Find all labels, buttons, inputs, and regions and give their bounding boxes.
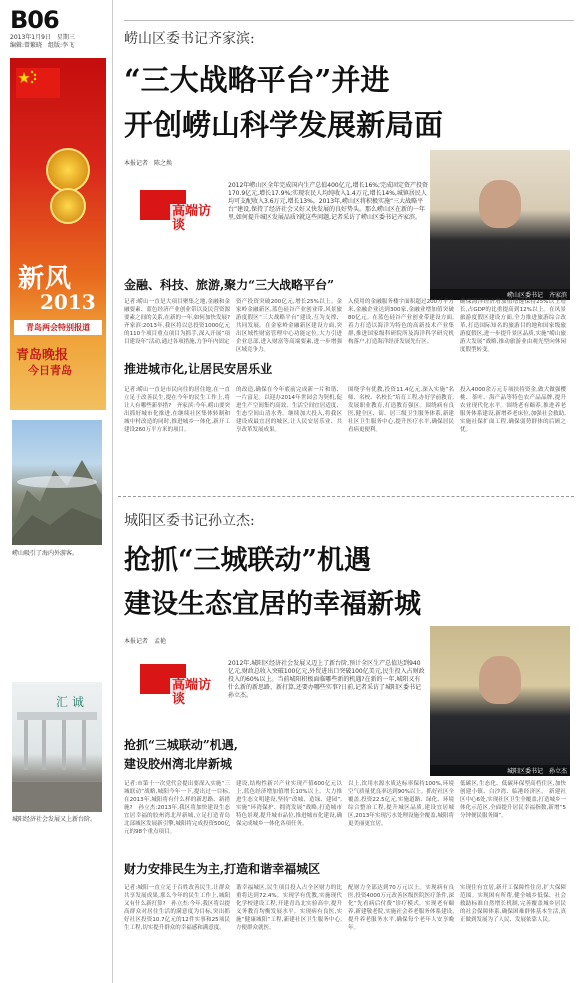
page-number: B06 (10, 6, 59, 34)
interview-tag-label: 高端访谈 (170, 204, 218, 234)
photo-caption-laoshan: 崂山吸引了海内外游客。 (12, 550, 79, 557)
main-content (118, 0, 574, 983)
story2-subhead2: 财力安排民生为主,打造和谐幸福城区 (124, 862, 321, 876)
story2-col3: 以上,饮用水源水质达标率保持100%,环境空气质量优良率达到90%以上。抓好社区全覆盖,投资22.5亿元,实施道路、绿化、环境综合整治工程,提升城区品质,建设宜居城区,2013年实现污水处理设施全覆盖,城阳将更美丽更宜居。 (348, 781, 454, 827)
story1-byline: 本报记者 陈之焕 (124, 160, 173, 167)
story1-col7: 围绕学有优教,投资11.4亿元,深入实施“名师、名校、名校长”培育工程,办好学前教育,发展职业教育,打造教育强区。围绕病有良医,健全区、街、居三级卫生服务体系,新建社区卫生服务中心,提升医疗水平,确保居民看病更便利。 (348, 387, 454, 433)
story-divider (118, 496, 574, 497)
story1-col8: 投入4000余万元专项扶持资金,做大做强樱桃、茶叶、海产品等特色农产品品牌,提升农业现代化水平。围绕老有颐养,推进养老服务体系建设,新增养老床位,加强社会救助,实施社保扩面工程,确保弱势群体的后顾之忧。 (460, 387, 566, 433)
story2-headline-line2: 建设生态宜居的幸福新城 (124, 589, 421, 620)
story1-col3: 入使用的金融服务楼宇面积超过200万平方米,金融企业达到300家,金融业增加值突破80亿元。在蓝色硅谷产业创业带建设方面,着力打造以海洋为特色的高新技术产业集群,推进国家级科研院所及海洋科学研究机构落户,打造海洋经济发展先行区。 (348, 299, 454, 345)
story2-subhead1-line2: 建设胶州湾北岸新城 (124, 757, 233, 771)
story2-col5: 记者:城阳一直立足于百姓改善民生,让群众共享发展成果,那么今年的民生工作上,城阳又有什么新打算? 孙立杰:今年,我区将以提高群众对居住生活的满意度为目标,突出抓好社区投资10.7亿元的12件实事和25项民生工程,切实提升群众的幸福感和满意度。 (124, 885, 230, 931)
story1-subhead1: 金融、科技、旅游,聚力“三大战略平台” (124, 278, 334, 292)
story2-col2: 建设,结构性新兴产业实现产值600亿元以上,蓝色经济增加值增长10%以上。大力推进生态文明建设,坚持“改城、造绿、建园”,实施“环湾保护、拥湾发展”战略,打造城市特色景观,提升城市品位,推进城市化建设,确保完成城乡一体化各项任务。 (236, 781, 342, 827)
story1-col4: 确保海洋经济增加值增速保持25%以上增长,占GDP的比重提高到12%以上。在风景旅游度假区建设方面,全力推进旅游综合改革,打造国际知名的旅游目的地和国家级旅游度假区,进一步提升景区品质,实施“崂山旅游大发展”战略,推动旅游业由观光型向休闲度假型转变。 (460, 299, 566, 353)
national-flag-icon (16, 68, 60, 98)
story2-col7: 配财力全部达到70万元以上。实现病有良医,投资4000万元改善区级医院医疗条件,深化“先看病后付费”诊疗模式。实现老有颐养,新建敬老院,实施社会养老服务体系建设,提升养老服务水平,确保每个老年人安享晚年。 (348, 885, 454, 931)
photo-caption-chengyang: 城阳经济社会发展又上新台阶。 (12, 816, 97, 823)
story2-section-title: 城阳区委书记孙立杰: (124, 513, 255, 529)
newspaper-logo: 青岛晚报 (16, 348, 69, 363)
story1-col2: 资产投资突破200亿元,增长25%以上。金家岭金融新区,蓝色硅谷产业创业带,风景旅游度假区“三大战略平台”建设,互为支撑、共同发展。在金家岭金融新区建设方面,突出区域性财富管理中心功能定位,大力引进企业总部,进入财富等高端要素,进一步增强区域竞争力。 (236, 299, 342, 353)
interview-tag (140, 190, 218, 242)
congress-emblem-icon (50, 188, 86, 224)
story2-photo-caption: 城阳区委书记 孙立杰 (430, 765, 570, 776)
story2-portrait-photo (430, 626, 570, 776)
story2-col4: 低碳区,生态化、低碳环保型高档住区,加快创建小镇、白沙湾、临港经济区。 新建社区中心6处,实现社区卫生全覆盖,打造城乡一体化示范区,全面提升居民幸福指数,新增“5分钟便民服务圈”。 (460, 781, 566, 819)
mountain-icon (12, 420, 102, 545)
story1-headline-line1: “三大战略平台”并进 (124, 63, 390, 97)
banner-subtitle: 青岛两会特别报道 (14, 320, 102, 335)
laoshan-landscape-photo (12, 420, 102, 545)
svg-text:汇 诚: 汇 诚 (56, 695, 84, 709)
story2-subhead1-line1: 抢抓“三城联动”机遇, (124, 738, 238, 752)
interview-tag-label-2: 高端访谈 (170, 678, 218, 708)
story2-byline: 本报记者 孟艳 (124, 638, 167, 645)
story2-col8: 实现住有宜居,新开工保障性住房,扩大保障范围。实现困有所帮,健全城乡低保、社会救助标准自然增长机制,完善覆盖城乡居民的社会保障体系,确保困难群体基本生活,真正做到发展为了人民、发展依靠人民。 (460, 885, 566, 923)
banner-title: 新风 (18, 264, 73, 294)
sidebar (0, 0, 113, 983)
special-report-banner (10, 58, 106, 410)
chengyang-building-photo (12, 682, 102, 812)
interview-tag-2 (140, 664, 218, 716)
story1-col1: 记者:崂山一直是大项目聚集之地,金融和金融要素、蓝色经济产业创业带以及民营资源要素之间的关系,在新的一年,如何加快发展? 齐家滨:2013年,我区将以总投资1000亿元的110个项目重点项目为抓手,深入开展“项目建设年”活动,通过各项措施,力争年内固定 (124, 299, 236, 345)
story1-col6: 的改造,确保在今年底前完成新一片和谐、一片富足。以迎办2014年世园会为契机,促进生产空间集约高效、生活空间宜居适度、生态空间山清水秀。继续加大投入,将我区建设成最宜居的城区,让人民安居乐业、共享改革发展成果。 (236, 387, 342, 433)
banner-year: 2013 (40, 290, 96, 314)
section-name: 今日青岛 (28, 364, 72, 377)
story1-section-title: 崂山区委书记齐家滨: (124, 31, 255, 47)
editor-credits: 编辑:曾繁晓 组版:李飞 (10, 42, 75, 49)
story2-col6: 谐幸福城区,民生项目投入占全区财力的比重将达到72.4%。实现学有优教,实施现代化学校建设工程,开建青岛北实验高中,提升义务教育均衡发展水平。实现病有良医,实施“健康城阳”工程,新建社区卫生服务中心,方便群众就医。 (236, 885, 342, 931)
story2-intro: 2012年,城阳区经济社会发展又迈上了新台阶,预计全区生产总值达到940亿元,财政总收入突破100亿元,外贸进出口突破100亿美元,民生投入占财政投入的60%以上。当前城阳积极面临哪些新的机遇?在新的一年,城阳又有什么新的新思路、新打算,还要办哪些实事?日前,记者采访了城阳区委书记孙立杰。 (228, 660, 425, 699)
story2-headline-line1: 抢抓“三城联动”机遇 (124, 545, 372, 576)
story1-photo-caption: 崂山区委书记 齐家滨 (430, 289, 570, 300)
top-rule (124, 20, 574, 21)
story2-col1: 记者:市第十一次党代会提出要深入实施“三城联动”战略,城阳今年一下,提出过一目标,在2013年,城阳将有什么样的新思路、新措施? 孙立杰:2013年,我区将加快建设生态宜居幸福的胶州湾北岸新城,立足打造青岛北部城区发展新引擎,城阳将完成投资500亿元的98个重点项目。 (124, 781, 230, 835)
story1-portrait-photo (430, 150, 570, 300)
story1-intro: 2012年崂山区全年完成国内生产总值400亿元,增长16%;完成固定资产投资170.9亿元,增长17.9%;实现农民人均纯收入1.4万元,增长14%,城镇居民人均可支配收入3.6万元,增长13%。2013年,崂山区将积极实施“三大战略平台”建设,保持了经济社会又好又快发展的良好势头。那么崂山区在新的一年里,如何提升城区发展品质?就这些问题,记者采访了崂山区委书记齐家滨。 (228, 182, 428, 221)
issue-date: 2013年1月9日 星期三 (10, 34, 75, 41)
building-icon (12, 682, 102, 812)
story1-headline-line2: 开创崂山科学发展新局面 (124, 108, 444, 142)
story1-col5: 记者:崂山一直是市民向往的居住地,在一直立足于改善民生,提在今年的民生工作上,将让人有哪些新举措? 齐家滨:今年,崂山要突出抓好城市化推进,在继续社区集体转制和城中村改造的同时,推进城乡一体化,新开工建设260万平方米的项目。 (124, 387, 230, 433)
national-emblem-icon (46, 148, 90, 192)
story1-subhead2: 推进城市化,让居民安居乐业 (124, 362, 273, 376)
